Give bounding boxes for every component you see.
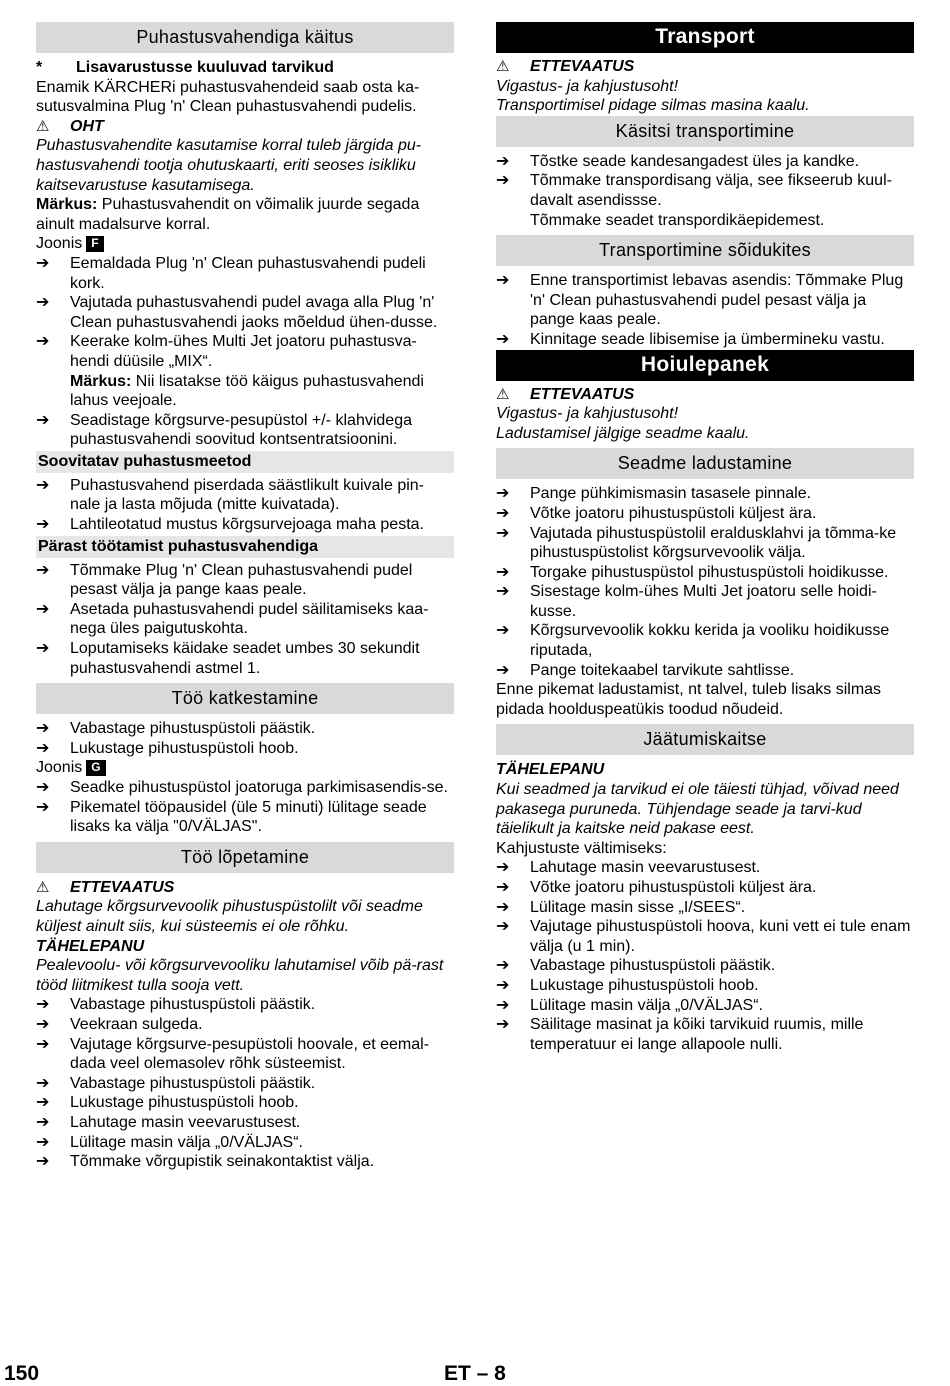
figure-f-badge: F <box>86 236 103 252</box>
list-item-text: Tõmmake transpordisang välja, see fikseerub kuul-davalt asendissse. <box>530 172 892 209</box>
steps-frost-protection <box>496 858 914 1054</box>
warning-icon: ⚠ <box>496 385 510 403</box>
list-item <box>496 152 914 172</box>
paragraph-avoid-damage: Kahjustuste vältimiseks: <box>496 839 667 857</box>
list-item-text: Vabastage pihustuspüstoli päästik. <box>70 996 316 1014</box>
list-item-text: Tõmmake Plug 'n' Clean puhastusvahendi pudel pesast välja ja pange kaas peale. <box>70 561 413 599</box>
list-item <box>36 778 454 798</box>
list-item <box>36 1113 454 1133</box>
arrow-icon: ➔ <box>496 1016 510 1034</box>
paragraph-detergents: Enamik KÄRCHERi puhastusvahendeid saab osta ka-sutusvalmina Plug 'n' Clean puhastusvahendi pudelis. <box>36 78 420 116</box>
list-item-text: Puhastusvahend piserdada säästlikult kuivale pin-nale ja lasta mõjuda (mitte kuivatada). <box>70 476 424 514</box>
steps-finish <box>36 995 454 1171</box>
arrow-icon: ➔ <box>36 720 50 738</box>
list-item <box>496 917 914 956</box>
arrow-icon: ➔ <box>496 272 510 290</box>
step-continuation: Tõmmake seadet transpordikäepidemest. <box>530 211 825 229</box>
attention-label: TÄHELEPANU <box>496 761 605 779</box>
list-item <box>36 995 454 1015</box>
left-column <box>36 22 454 1172</box>
arrow-icon: ➔ <box>496 563 510 581</box>
arrow-icon: ➔ <box>36 779 50 796</box>
list-item-text: Lukustage pihustuspüstoli hoob. <box>530 976 759 994</box>
list-item <box>36 1133 454 1153</box>
list-item <box>36 561 454 600</box>
note-solution: Märkus: Nii lisatakse töö käigus puhastusvahendi lahus veejoale. <box>70 372 424 410</box>
arrow-icon: ➔ <box>36 294 50 312</box>
heading-finish: Töö lõpetamine <box>36 842 454 873</box>
arrow-icon: ➔ <box>496 524 510 542</box>
arrow-icon: ➔ <box>36 1074 50 1092</box>
list-item <box>36 1015 454 1035</box>
heading-transport: Transport <box>496 22 914 53</box>
arrow-icon: ➔ <box>36 476 50 494</box>
heading-manual-transport: Käsitsi transportimine <box>496 116 914 147</box>
list-item-text: Tõstke seade kandesangadest üles ja kandke. <box>530 152 860 170</box>
list-item-text: Lahutage masin veevarustusest. <box>530 859 761 877</box>
arrow-icon: ➔ <box>496 879 510 896</box>
arrow-icon: ➔ <box>36 1133 50 1151</box>
heading-cleaning-method: Soovitatav puhastusmeetod <box>36 451 454 473</box>
page-number: 150 <box>4 1362 40 1385</box>
arrow-icon: ➔ <box>496 957 510 975</box>
steps-after-detergent <box>36 561 454 679</box>
list-item-text: Eemaldada Plug 'n' Clean puhastusvahendi pudeli kork. <box>70 254 426 292</box>
arrow-icon: ➔ <box>36 640 50 658</box>
heading-device-storage: Seadme ladustamine <box>496 448 914 479</box>
arrow-icon: ➔ <box>496 485 510 503</box>
list-item <box>496 271 914 330</box>
list-item <box>496 996 914 1016</box>
list-item-text: Lülitage masin sisse „I/SEES“. <box>530 898 746 916</box>
warning-icon: ⚠ <box>36 878 50 896</box>
caution-label: ⚠ ETTEVAATUS <box>36 878 175 896</box>
heading-detergent-operation: Puhastusvahendiga käitus <box>36 22 454 53</box>
list-item <box>496 878 914 898</box>
list-item <box>36 798 454 837</box>
arrow-icon: ➔ <box>36 1015 50 1033</box>
arrow-icon: ➔ <box>36 1113 50 1131</box>
list-item-text: Lülitage masin välja „0/VÄLJAS“. <box>70 1133 303 1151</box>
arrow-icon: ➔ <box>36 798 50 816</box>
list-item <box>496 563 914 583</box>
list-item-text: Lukustage pihustuspüstoli hoob. <box>70 739 299 757</box>
caution-label: ⚠ ETTEVAATUS <box>496 385 635 403</box>
list-item-text: Vabastage pihustuspüstoli päästik. <box>530 957 776 975</box>
paragraph-storage: Enne pikemat ladustamist, nt talvel, tuleb lisaks silmas pidada hoolduspeatükis toodud nõudeid. <box>496 681 882 718</box>
arrow-icon: ➔ <box>496 661 510 679</box>
arrow-icon: ➔ <box>496 918 510 936</box>
figure-reference-g: Joonis G <box>36 758 454 778</box>
danger-text: Puhastusvahendite kasutamise korral tuleb järgida pu-hastusvahendi tootja ohutuskaarti, eriti seoses isikliku kaitsevarustuse kasutamisega. <box>36 137 422 194</box>
list-item-text: Vajutage kõrgsurve-pesupüstoli hoovale, et eemal-dada veel olemasolev rõhk süsteemist. <box>70 1035 430 1073</box>
list-item <box>496 621 914 660</box>
list-item: ➔ Seadistage kõrgsurve-pesupüstol +/- klahvidega puhastusvahendi soovitud kontsentratsioonini. <box>36 411 412 449</box>
list-item <box>496 484 914 504</box>
list-item-text: Sisestage kolm-ühes Multi Jet joatoru selle hoidi-kusse. <box>530 583 877 620</box>
figure-reference-f: Joonis F <box>36 234 454 254</box>
warning-icon: ⚠ <box>496 58 510 75</box>
arrow-icon: ➔ <box>36 996 50 1014</box>
list-item <box>36 1035 454 1074</box>
arrow-icon: ➔ <box>36 516 50 534</box>
list-item <box>36 600 454 639</box>
warning-icon: ⚠ <box>36 117 50 135</box>
arrow-icon: ➔ <box>496 859 510 877</box>
list-item <box>36 515 454 535</box>
list-item <box>496 661 914 681</box>
arrow-icon: ➔ <box>36 600 50 618</box>
caution-text: Vigastus- ja kahjustusoht! Transportimisel pidage silmas masina kaalu. <box>496 77 810 115</box>
list-item-text: Keerake kolm-ühes Multi Jet joatoru puhastusva-hendi düüsile „MIX“. <box>70 333 417 370</box>
language-page-label: ET – 8 <box>444 1362 506 1385</box>
list-item-text: Lülitage masin välja „0/VÄLJAS“. <box>530 996 763 1014</box>
arrow-icon: ➔ <box>496 152 510 170</box>
list-item <box>496 524 914 563</box>
list-item <box>36 254 454 293</box>
list-item-text: Pange toitekaabel tarvikute sahtlisse. <box>530 661 795 679</box>
arrow-icon: ➔ <box>36 1153 50 1171</box>
list-item <box>36 1152 454 1172</box>
steps-device-storage <box>496 484 914 680</box>
list-item <box>496 171 914 210</box>
list-item-text: Vabastage pihustuspüstoli päästik. <box>70 720 316 738</box>
list-item <box>36 739 454 759</box>
list-item-text: Lukustage pihustuspüstoli hoob. <box>70 1094 299 1112</box>
arrow-icon: ➔ <box>496 172 510 190</box>
list-item <box>36 332 454 371</box>
list-item-text: Loputamiseks käidake seadet umbes 30 sekundit puhastusvahendi astmel 1. <box>70 640 420 677</box>
steps-interrupt-2 <box>36 778 454 837</box>
arrow-icon: ➔ <box>36 1094 50 1112</box>
list-item <box>496 976 914 996</box>
list-item-text: Vajutage pihustuspüstoli hoova, kuni vett ei tule enam välja (u 1 min). <box>530 918 911 955</box>
list-item-text: Enne transportimist lebavas asendis: Tõmmake Plug 'n' Clean puhastusvahendi pudel pesast välja ja pange kaas peale. <box>530 272 904 329</box>
arrow-icon: ➔ <box>36 254 50 272</box>
list-item-text: Tõmmake võrgupistik seinakontaktist välja. <box>70 1153 375 1171</box>
steps-interrupt <box>36 719 454 758</box>
list-item <box>496 330 914 350</box>
attention-text: Pealevoolu- või kõrgsurvevooliku lahutamisel võib pä-rast tööd liitmikest tulla sooja vett. <box>36 957 444 994</box>
arrow-icon: ➔ <box>36 411 50 429</box>
heading-after-detergent: Pärast töötamist puhastusvahendiga <box>36 536 454 558</box>
list-item <box>496 956 914 976</box>
list-item-text: Lahtileotatud mustus kõrgsurvejoaga maha pesta. <box>70 516 424 534</box>
list-item <box>36 293 454 332</box>
list-item-text: Säilitage masinat ja kõiki tarvikuid ruumis, mille temperatuur ei lange allapoole nulli. <box>530 1016 864 1053</box>
arrow-icon: ➔ <box>496 976 510 994</box>
accessory-note: * Lisavarustusse kuuluvad tarvikud <box>36 59 334 76</box>
arrow-icon: ➔ <box>496 996 510 1014</box>
list-item-text: Kinnitage seade libisemise ja ümbermineku vastu. <box>530 330 885 348</box>
list-item-text: Veekraan sulgeda. <box>70 1015 203 1033</box>
list-item <box>36 476 454 515</box>
list-item <box>36 639 454 678</box>
arrow-icon: ➔ <box>496 330 510 348</box>
arrow-icon: ➔ <box>496 504 510 522</box>
steps-detergent <box>36 254 454 372</box>
steps-vehicle-transport <box>496 271 914 349</box>
steps-manual-transport <box>496 152 914 211</box>
list-item-text: Torgake pihustuspüstol pihustuspüstoli hoidikusse. <box>530 563 889 581</box>
list-item-text: Vabastage pihustuspüstoli päästik. <box>70 1074 316 1092</box>
list-item-text: Vajutada puhastusvahendi pudel avaga alla Plug 'n' Clean puhastusvahendi jaoks mõeldud ühen-dusse. <box>70 294 438 331</box>
steps-cleaning-method <box>36 476 454 535</box>
list-item <box>496 898 914 918</box>
attention-label: TÄHELEPANU <box>36 937 145 955</box>
danger-label: ⚠ OHT <box>36 117 104 135</box>
arrow-icon: ➔ <box>496 583 510 601</box>
list-item <box>36 719 454 739</box>
arrow-icon: ➔ <box>36 333 50 351</box>
list-item-text: Lahutage masin veevarustusest. <box>70 1113 301 1131</box>
caution-label: ⚠ ETTEVAATUS <box>496 58 635 75</box>
list-item <box>496 582 914 621</box>
list-item-text: Kõrgsurvevoolik kokku kerida ja vooliku hoidikusse riputada, <box>530 622 890 660</box>
list-item <box>36 1074 454 1094</box>
list-item-text: Võtke joatoru pihustuspüstoli küljest ära. <box>530 879 817 896</box>
list-item <box>496 1015 914 1054</box>
list-item <box>496 504 914 524</box>
arrow-icon: ➔ <box>36 1035 50 1053</box>
caution-text: Vigastus- ja kahjustusoht! Ladustamisel jälgige seadme kaalu. <box>496 405 750 442</box>
list-item-text: Asetada puhastusvahendi pudel säilitamiseks kaa-nega üles paigutuskohta. <box>70 600 429 638</box>
arrow-icon: ➔ <box>496 898 510 916</box>
figure-g-badge: G <box>86 760 105 776</box>
right-column <box>496 22 914 1054</box>
note-mixing: Märkus: Puhastusvahendit on võimalik juurde segada ainult madalsurve korral. <box>36 196 420 233</box>
heading-interrupt: Töö katkestamine <box>36 683 454 714</box>
heading-storage: Hoiulepanek <box>496 350 914 381</box>
list-item-text: Võtke joatoru pihustuspüstoli küljest ära. <box>530 504 817 522</box>
heading-frost-protection: Jäätumiskaitse <box>496 724 914 755</box>
arrow-icon: ➔ <box>496 622 510 640</box>
arrow-icon: ➔ <box>36 739 50 757</box>
list-item <box>496 858 914 878</box>
heading-vehicle-transport: Transportimine sõidukites <box>496 235 914 266</box>
list-item-text: Seadke pihustuspüstol joatoruga parkimisasendis-se. <box>70 779 448 796</box>
attention-text: Kui seadmed ja tarvikud ei ole täiesti tühjad, võivad need pakasega puruneda. Tühjendage seade ja tarvi-kud täielikult ja kaitske neid pakase eest. <box>496 781 899 838</box>
list-item-text: Pikematel tööpausidel (üle 5 minuti) lülitage seade lisaks ka välja "0/VÄLJAS". <box>70 798 427 836</box>
list-item-text: Pange pühkimismasin tasasele pinnale. <box>530 485 812 503</box>
caution-text: Lahutage kõrgsurvevoolik pihustuspüstolilt või seadme küljest ainult siis, kui süsteemis ei ole rõhku. <box>36 898 423 935</box>
list-item-text: Vajutada pihustuspüstolil eraldusklahvi ja tõmma-ke pihustuspüstolist kõrgsurvevoolik välja. <box>530 524 897 562</box>
arrow-icon: ➔ <box>36 561 50 579</box>
list-item <box>36 1093 454 1113</box>
